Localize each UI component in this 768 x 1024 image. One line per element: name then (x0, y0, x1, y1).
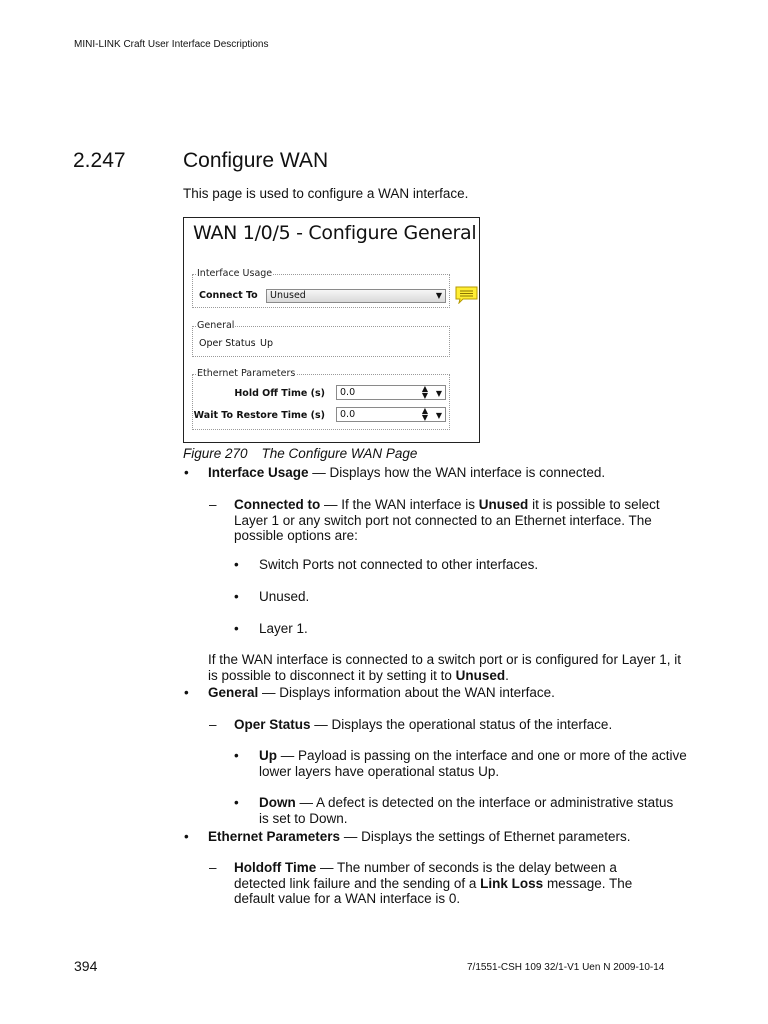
connect-to-label: Connect To (199, 290, 258, 301)
status-up: Up — Payload is passing on the interface and one or more of the active lower layers have operational status Up. (259, 748, 687, 779)
interface-usage-legend: Interface Usage (197, 268, 273, 279)
configure-wan-screenshot (183, 217, 480, 443)
page-number: 394 (74, 958, 98, 974)
item-connected-to: Connected to — If the WAN interface is Unused it is possible to select Layer 1 or any switch port not connected to an Ethernet interface. The possible options are: (234, 497, 660, 543)
section-number: 2.247 (73, 149, 126, 172)
bullet-interface-usage: Interface Usage — Displays how the WAN interface is connected. (208, 465, 606, 480)
hold-off-time-value: 0.0 (340, 387, 356, 398)
connect-to-select[interactable] (266, 289, 446, 303)
status-down: Down — A defect is detected on the interface or administrative status is set to Down. (259, 795, 674, 826)
spinner-arrows-icon[interactable]: ▲ ▼ (421, 384, 428, 400)
bullet-icon: • (234, 621, 239, 636)
figure-title: The Configure WAN Page (261, 446, 418, 461)
section-intro: This page is used to configure a WAN interface. (183, 186, 469, 201)
note-icon[interactable] (454, 286, 479, 304)
connect-to-value: Unused (270, 290, 306, 301)
bullet-icon: • (234, 557, 239, 572)
bullet-icon: • (234, 795, 239, 810)
bullet-icon: • (234, 748, 239, 763)
wait-to-restore-value: 0.0 (340, 409, 356, 420)
hold-off-time-input[interactable] (336, 385, 446, 400)
general-group (192, 320, 450, 357)
general-legend: General (197, 320, 235, 331)
wait-to-restore-input[interactable] (336, 407, 446, 422)
option-layer1: Layer 1. (259, 621, 308, 636)
section-title: Configure WAN (183, 149, 329, 172)
bullet-icon: • (184, 829, 189, 844)
running-header: MINI-LINK Craft User Interface Descriptions (74, 39, 269, 50)
wait-to-restore-label: Wait To Restore Time (s) (193, 410, 325, 421)
oper-status-value: Up (260, 338, 273, 349)
bullet-general: General — Displays information about the WAN interface. (208, 685, 555, 700)
bullet-ethernet-parameters: Ethernet Parameters — Displays the settings of Ethernet parameters. (208, 829, 631, 844)
document-id: 7/1551-CSH 109 32/1-V1 Uen N 2009-10-14 (467, 962, 665, 973)
disconnect-paragraph: If the WAN interface is connected to a switch port or is configured for Layer 1, it is possible to disconnect it by setting it to Unused. (208, 652, 681, 683)
spinner-arrows-icon[interactable]: ▲ ▼ (421, 406, 428, 422)
interface-usage-group (192, 268, 450, 308)
option-switch-ports: Switch Ports not connected to other interfaces. (259, 557, 539, 572)
bullet-icon: • (234, 589, 239, 604)
figure-number: Figure 270 (183, 446, 248, 461)
hold-off-time-label: Hold Off Time (s) (234, 388, 325, 399)
chevron-down-icon[interactable]: ▼ (435, 389, 442, 398)
figure-caption (183, 446, 417, 461)
bullet-icon: • (184, 465, 189, 480)
item-oper-status: Oper Status — Displays the operational status of the interface. (234, 717, 613, 732)
screenshot-title: WAN 1/0/5 - Configure General (193, 222, 477, 244)
dash-icon: – (209, 717, 217, 732)
dash-icon: – (209, 860, 217, 875)
chevron-down-icon: ▼ (435, 291, 442, 300)
option-unused: Unused. (259, 589, 310, 604)
bullet-icon: • (184, 685, 189, 700)
item-holdoff-time: Holdoff Time — The number of seconds is the delay between a detected link failure and the sending of a Link Loss message. The default value for a WAN interface is 0. (234, 860, 633, 906)
ethernet-parameters-legend: Ethernet Parameters (197, 368, 296, 379)
dash-icon: – (209, 497, 217, 512)
oper-status-label: Oper Status (199, 338, 256, 349)
ethernet-parameters-group (192, 368, 450, 430)
chevron-down-icon[interactable]: ▼ (435, 411, 442, 420)
